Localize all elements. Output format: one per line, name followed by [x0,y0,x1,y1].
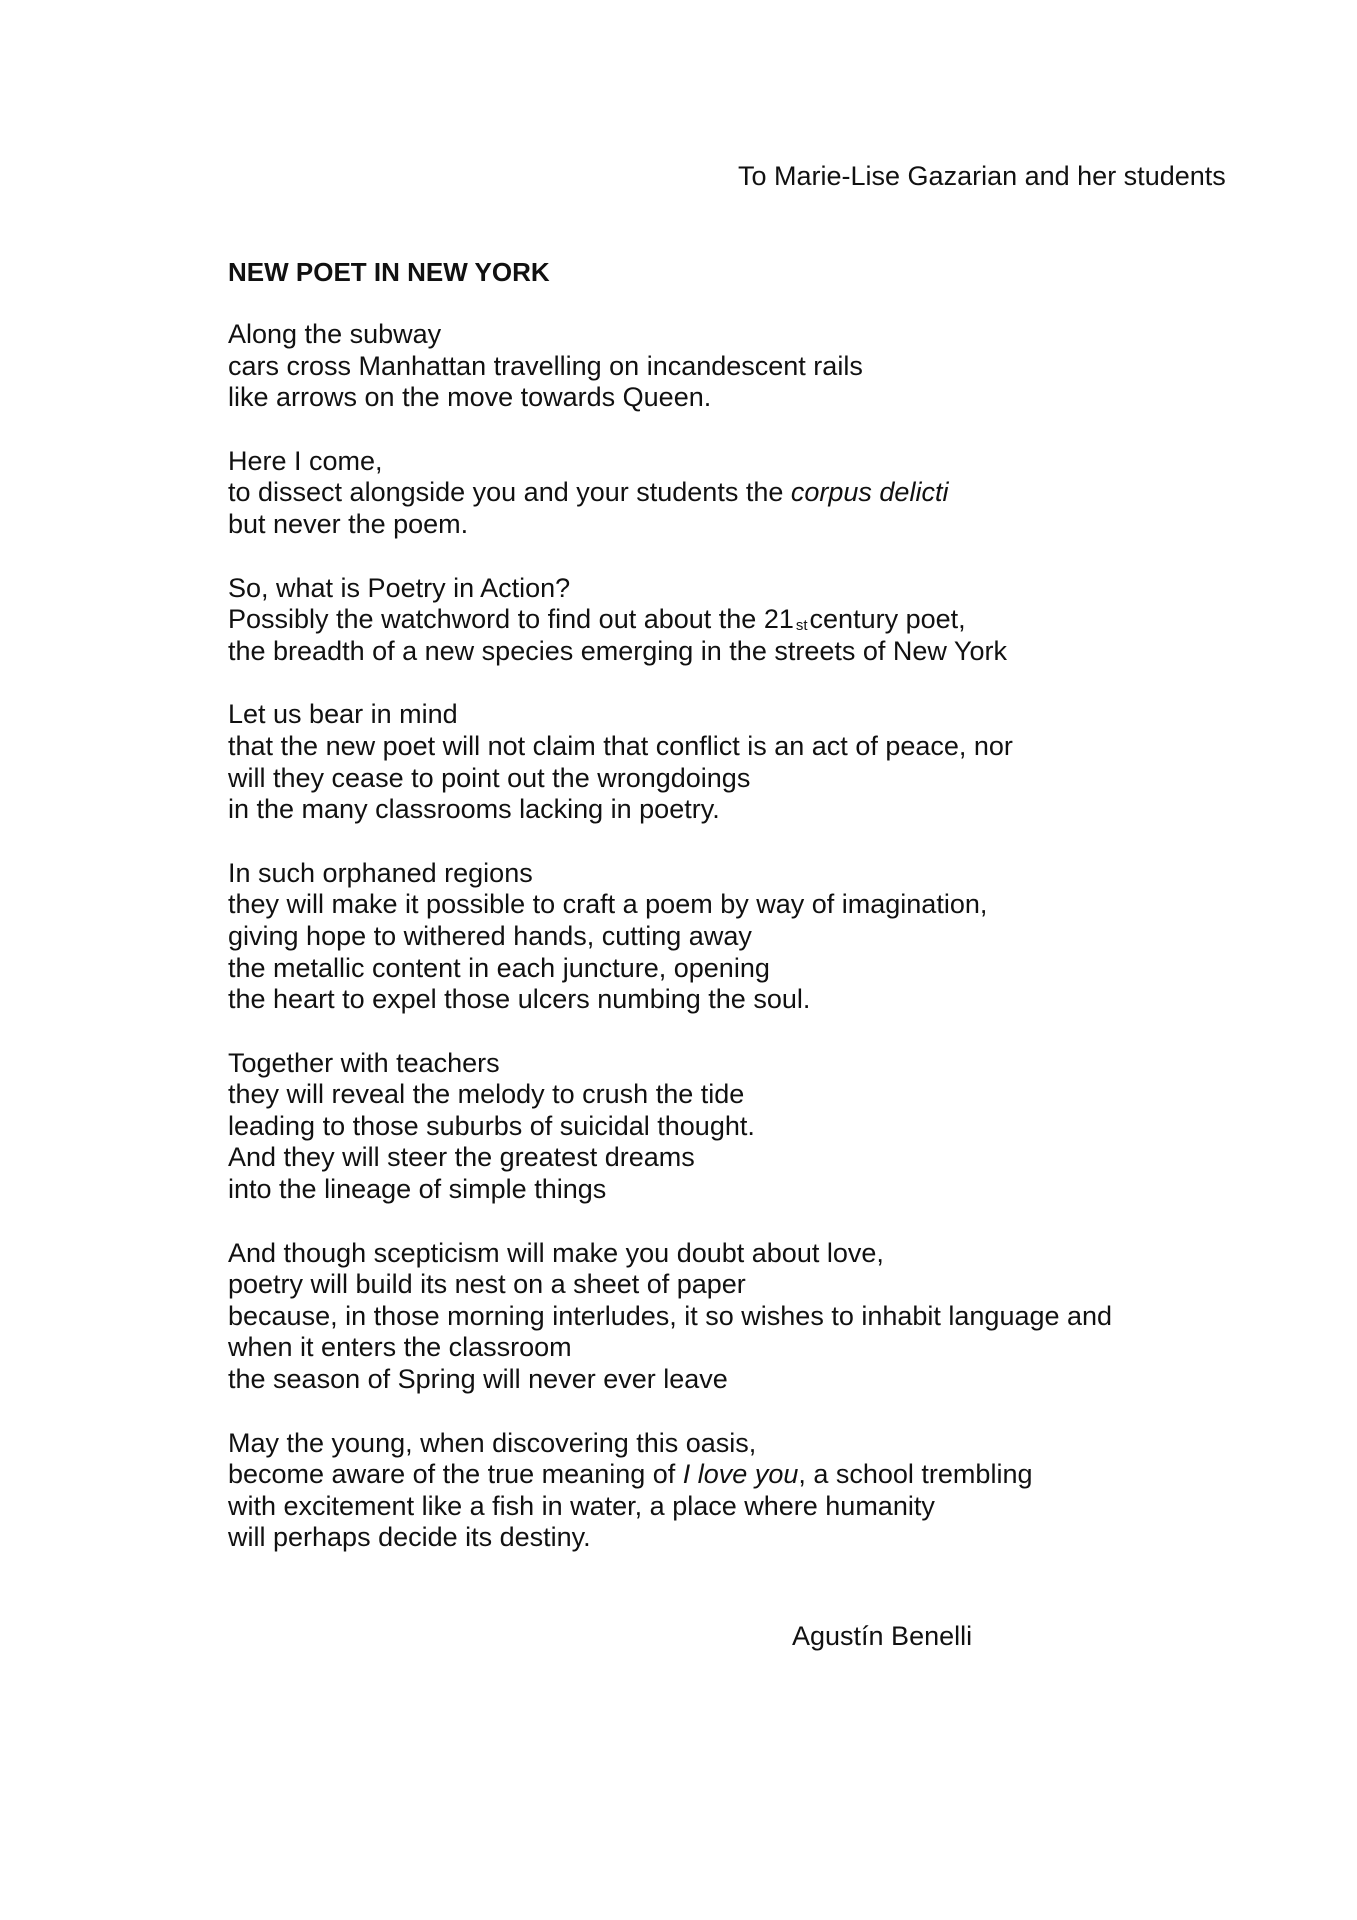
ordinal-suffix: st [795,617,808,635]
poem-line [228,1428,1328,1460]
poem-line [228,1238,1328,1270]
stanza [228,1238,1328,1396]
line-text: In such orphaned regions [228,857,533,888]
poem-line [228,1364,1328,1396]
line-text: cars cross Manhattan travelling on incandescent rails [228,350,863,381]
line-text: century poet, [809,604,966,635]
poem-title: NEW POET IN NEW YORK [228,257,550,287]
poem-line [228,1048,1328,1080]
line-text: Possibly the watchword to find out about the 21 [228,604,794,635]
line-text: they will reveal the melody to crush the tide [228,1079,745,1110]
poem-line [228,477,1328,509]
line-text: Along the subway [228,319,442,349]
poem-line [228,953,1328,985]
poem-line [228,858,1328,890]
line-text: Together with teachers [228,1047,500,1078]
poem-line [228,351,1328,383]
poem-line [228,1332,1328,1364]
line-text: leading to those suburbs of suicidal thought. [228,1110,755,1141]
line-text: the heart to expel those ulcers numbing the soul. [228,984,811,1015]
line-text: will they cease to point out the wrongdoings [228,762,751,793]
poem-line [228,984,1328,1016]
poem-line [228,1142,1328,1174]
poem-line [228,731,1328,763]
line-text: but never the poem. [228,508,469,539]
line-text: like arrows on the move towards Queen. [228,382,712,413]
poem-line [228,1491,1328,1523]
line-text: And though scepticism will make you doubt about love, [228,1237,884,1268]
poem-line [228,1269,1328,1301]
line-text: the season of Spring will never ever leave [228,1364,728,1395]
poem-line [228,1301,1328,1333]
line-text: , a school trembling [798,1459,1033,1490]
poem-line [228,1079,1328,1111]
line-text: So, what is Poetry in Action? [228,572,571,603]
dedication: To Marie-Lise Gazarian and her students [738,161,1226,191]
poem-line [228,921,1328,953]
line-text: become aware of the true meaning of [228,1459,683,1490]
line-text: to dissect alongside you and your students the [228,477,791,508]
poem-line [228,636,1328,668]
line-text: poetry will build its nest on a sheet of paper [228,1269,746,1300]
stanza [228,446,1328,541]
italic-phrase: corpus delicti [790,477,949,508]
poem-line [228,1522,1328,1554]
line-text: Let us bear in mind [228,699,458,730]
poem-line [228,699,1328,731]
poem-body [228,319,1328,1554]
poem-line [228,1459,1328,1491]
line-text: the metallic content in each juncture, opening [228,952,770,983]
stanza [228,1428,1328,1554]
poem [228,256,1328,1586]
stanza [228,1048,1328,1206]
line-text: And they will steer the greatest dreams [228,1142,695,1173]
stanza [228,858,1328,1016]
poem-line [228,573,1328,605]
poem-line [228,1174,1328,1206]
line-text: that the new poet will not claim that conflict is an act of peace, nor [228,730,1013,761]
poem-line [228,1111,1328,1143]
line-text: into the lineage of simple things [228,1174,607,1205]
poem-line [228,382,1328,414]
line-text: will perhaps decide its destiny. [228,1522,591,1553]
poem-line [228,509,1328,541]
stanza [228,319,1328,414]
poem-line [228,604,1328,636]
poem-line [228,763,1328,795]
line-text: Here I come, [228,445,383,476]
poem-line [228,794,1328,826]
line-text: because, in those morning interludes, it so wishes to inhabit language and [228,1300,1113,1331]
line-text: when it enters the classroom [228,1332,572,1363]
line-text: the breadth of a new species emerging in the streets of New York [228,635,1007,666]
stanza [228,699,1328,825]
line-text: they will make it possible to craft a poem by way of imagination, [228,889,988,920]
author-signature: Agustín Benelli [792,1621,973,1651]
line-text: giving hope to withered hands, cutting away [228,920,752,951]
line-text: in the many classrooms lacking in poetry. [228,794,720,825]
poem-line [228,889,1328,921]
poem-line [228,319,1328,351]
italic-phrase: I love you [682,1459,799,1490]
line-text: May the young, when discovering this oasis, [228,1427,757,1458]
stanza [228,573,1328,668]
line-text: with excitement like a fish in water, a place where humanity [228,1490,935,1521]
poem-line [228,446,1328,478]
